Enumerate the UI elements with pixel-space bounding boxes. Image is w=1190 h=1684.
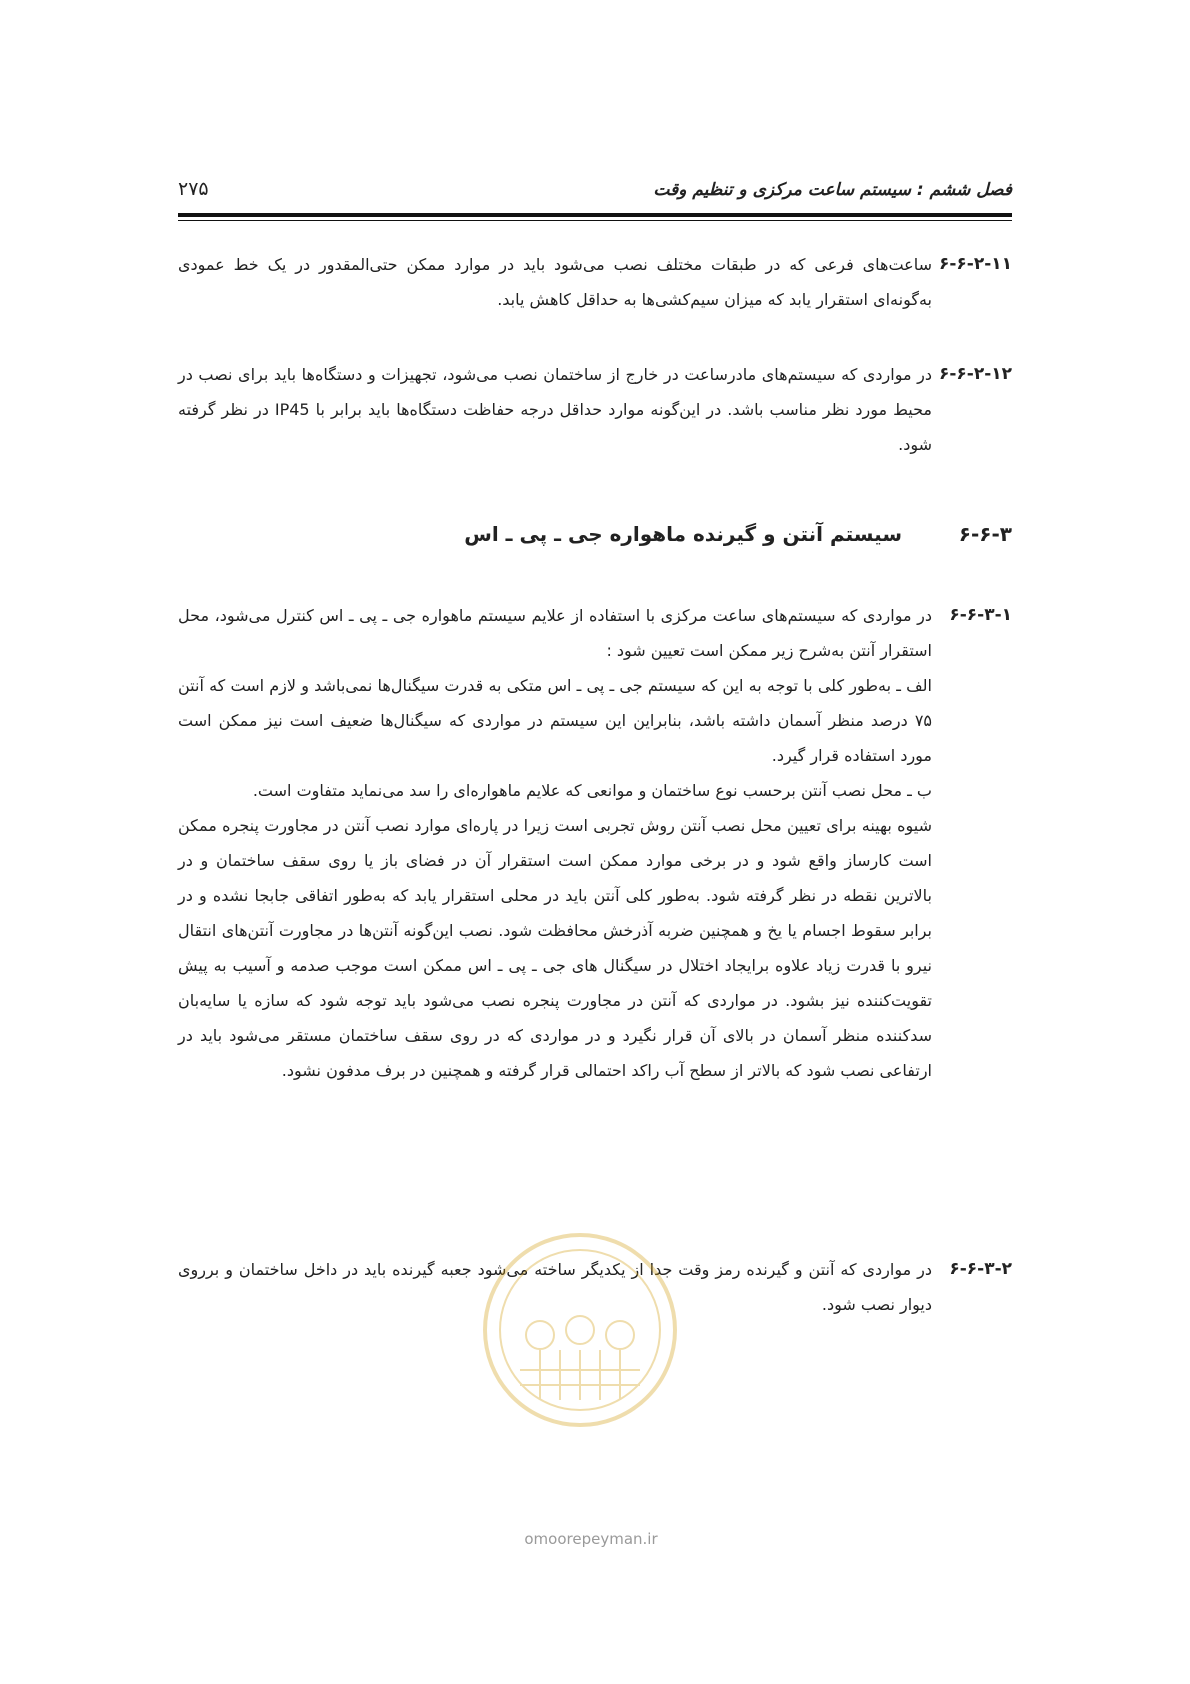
page-number: ۲۷۵ xyxy=(178,178,209,200)
clause-text: در مواردی که آنتن و گیرنده رمز وقت جدا از یکدیگر ساخته می‌شود جعبه گیرنده باید در داخل ساختمان و برروی دیوار نصب شود. xyxy=(178,1260,932,1314)
clause-6-6-2-11 xyxy=(178,247,1012,317)
clause-number: ۶-۶-۲-۱۱ xyxy=(938,254,1012,274)
clause-number: ۶-۶-۲-۱۲ xyxy=(938,364,1012,384)
watermark-seal-icon xyxy=(480,1230,680,1430)
list-item-be: ب ـ محل نصب آنتن برحسب نوع ساختمان و موانعی که علایم ماهواره‌ای را سد می‌نماید متفاوت است. xyxy=(252,781,932,800)
list-item-alef: الف ـ به‌طور کلی با توجه به این که سیستم جی ـ پی ـ اس متکی به قدرت سیگنال‌ها نمی‌باشد و لازم است که آنتن ۷۵ درصد منظر آسمان داشته باشد، بنابراین این سیستم در مواردی که سیگنال‌ها ضعیف است نیز ممکن است مورد استفاده قرار گیرد. xyxy=(178,676,932,765)
header-rule-thin xyxy=(178,220,1012,221)
clause-text: ساعت‌های فرعی که در طبقات مختلف نصب می‌شود باید در موارد ممکن حتی‌المقدور در یک خط عمودی به‌گونه‌ای استقرار یابد که میزان سیم‌کشی‌ها به حداقل کاهش یابد. xyxy=(178,255,932,309)
watermark-url: omoorepeyman.ir xyxy=(524,1530,658,1548)
clause-paragraph: شیوه بهینه برای تعیین محل نصب آنتن روش تجربی است زیرا در پاره‌ای موارد نصب آنتن در مجاورت پنجره ممکن است کارساز واقع شود و در برخی موارد ممکن است استقرار آن در فضای باز یا روی سقف ساختمان و در بالاترین نقطه در نظر گرفته شود. به‌طور کلی آنتن باید در محلی استقرار یابد که به‌طور اتفاقی جابجا نشده و در برابر سقوط اجسام یا یخ و همچنین ضربه آذرخش محافظت شود. نصب این‌گونه آنتن‌ها در مجاورت آنتن‌های انتقال نیرو با قدرت زیاد علاوه برایجاد اختلال در سیگنال های جی ـ پی ـ اس ممکن است موجب صدمه و آسیب به پیش تقویت‌کننده نیز بشود. در مواردی که آنتن در مجاورت پنجره نصب می‌شود باید توجه شود که سازه یا سایه‌بان سدکننده منظر آسمان در بالای آن قرار نگیرد و در مواردی که در روی سقف ساختمان مستقر می‌شود باید در ارتفاعی نصب شود که بالاتر از سطح آب راکد احتمالی قرار گرفته و همچنین در برف مدفون نشود. xyxy=(178,816,932,1080)
clause-6-6-2-12 xyxy=(178,357,1012,462)
clause-number: ۶-۶-۳-۲ xyxy=(949,1259,1012,1279)
clause-number: ۶-۶-۳-۱ xyxy=(949,605,1012,625)
clause-6-6-3-1 xyxy=(178,598,1012,1088)
section-title: سیستم آنتن و گیرنده ماهواره جی ـ پی ـ اس xyxy=(464,522,902,546)
clause-intro: در مواردی که سیستم‌های ساعت مرکزی با استفاده از علایم سیستم ماهواره جی ـ پی ـ اس کنترل می‌شود، محل استقرار آنتن به‌شرح زیر ممکن است تعیین شود : xyxy=(178,606,932,660)
header-rule-thick xyxy=(178,213,1012,217)
section-heading xyxy=(178,522,1012,562)
clause-text: در مواردی که سیستم‌های مادرساعت در خارج از ساختمان نصب می‌شود، تجهیزات و دستگاه‌ها باید برای نصب در محیط مورد نظر مناسب باشد. در این‌گونه موارد حداقل درجه حفاظت دستگاه‌ها باید برابر با IP45 در نظر گرفته شود. xyxy=(178,365,932,454)
section-number: ۶-۶-۳ xyxy=(958,522,1012,546)
chapter-title: فصل ششم : سیستم ساعت مرکزی و تنظیم وقت xyxy=(653,180,1012,200)
